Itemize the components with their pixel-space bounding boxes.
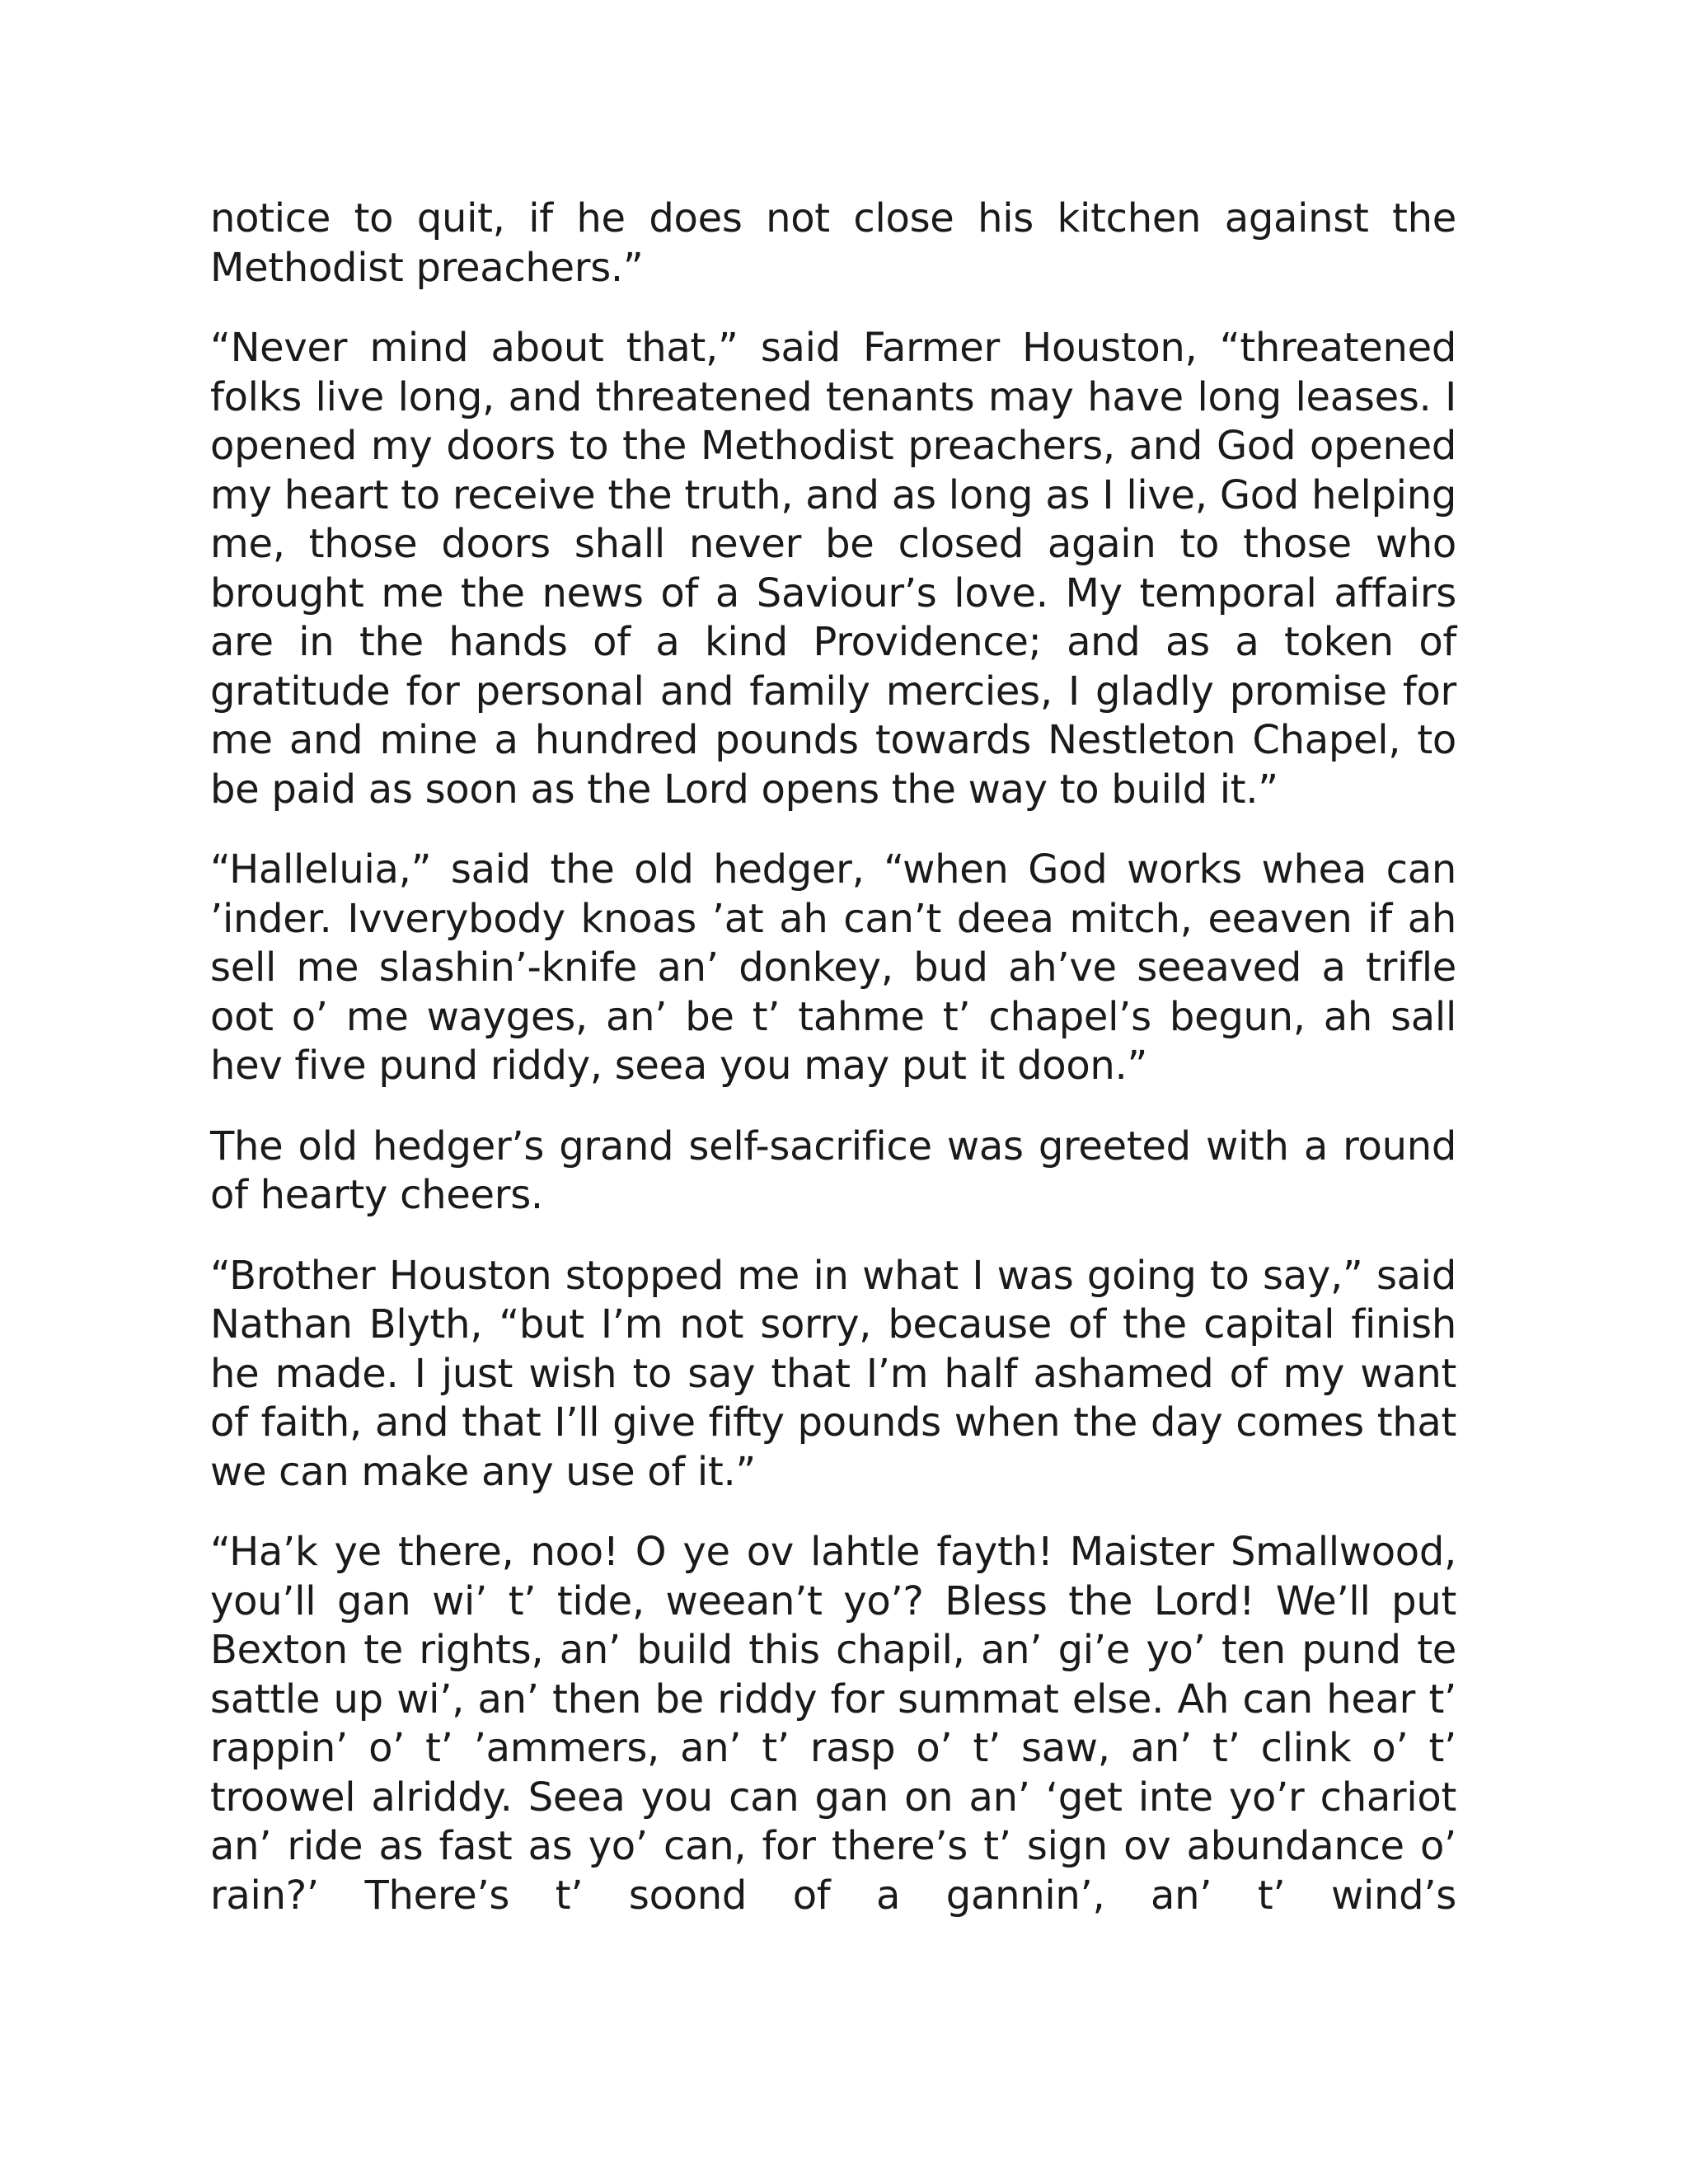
paragraph: The old hedger’s grand self-sacrifice was greeted with a round of hearty cheers. [210,1122,1456,1218]
page-body [210,194,1456,1920]
paragraph: notice to quit, if he does not close his kitchen against the Methodist preachers.” [210,195,1456,291]
paragraph: “Brother Houston stopped me in what I was going to say,” said Nathan Blyth, “but I’m not sorry, because of the capital finish he made. I just wish to say that I’m half ashamed of my want of faith, and that I’ll give fifty pounds when the day comes that we can make any use of it.” [210,1252,1456,1495]
paragraph: “Ha’k ye there, noo! O ye ov lahtle fayth! Maister Smallwood, you’ll gan wi’ t’ tide, weean’t yo’? Bless the Lord! We’ll put Bexton te rights, an’ build this chapil, an’ gi’e yo’ ten pund te sattle up wi’, an’ then be riddy for summat else. Ah can hear t’ rappin’ o’ t’ ’ammers, an’ t’ rasp o’ t’ saw, an’ t’ clink o’ t’ troowel alriddy. Seea you can gan on an’ ‘get inte yo’r chariot an’ ride as fast as yo’ can, for there’s t’ sign ov abundance o’ rain?’ There’s t’ soond of a gannin’, an’ t’ wind’s [210,1529,1456,1919]
paragraph: “Never mind about that,” said Farmer Houston, “threatened folks live long, and threatened tenants may have long leases. I opened my doors to the Methodist preachers, and God opened my heart to receive the truth, and as long as I live, God helping me, those doors shall never be closed again to those who brought me the news of a Saviour’s love. My temporal affairs are in the hands of a kind Providence; and as a token of gratitude for personal and family mercies, I gladly promise for me and mine a hundred pounds towards Nestleton Chapel, to be paid as soon as the Lord opens the way to build it.” [210,325,1456,813]
paragraph: “Halleluia,” said the old hedger, “when God works whea can ’inder. Ivverybody knoas ’at ah can’t deea mitch, eeaven if ah sell me slashin’-knife an’ donkey, bud ah’ve seeaved a trifle oot o’ me wayges, an’ be t’ tahme t’ chapel’s begun, ah sall hev five pund riddy, seea you may put it doon.” [210,846,1456,1089]
